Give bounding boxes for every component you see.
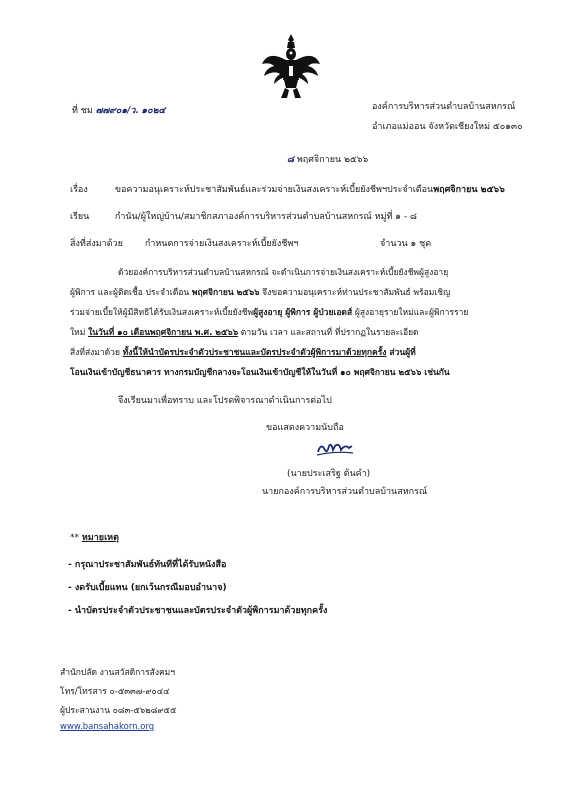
recipient-label: เรียน xyxy=(70,212,90,222)
signatory-position: นายกองค์การบริหารส่วนตำบลบ้านสหกรณ์ xyxy=(262,487,428,497)
signature-image xyxy=(315,438,355,460)
remarks-title xyxy=(70,530,119,544)
body-month-bold: พฤศจิกายน ๒๕๖๖ xyxy=(191,288,260,298)
date-month-year: พฤศจิกายน ๒๕๖๖ xyxy=(296,155,369,165)
subject-line xyxy=(70,182,505,196)
remarks-title-text: หมายเหตุ xyxy=(81,533,119,543)
enclosure-count: จำนวน ๑ ชุด xyxy=(380,239,432,249)
body-line-1: ด้วยองค์การบริหารส่วนตำบลบ้านสหกรณ์ จะดำเนินการจ่ายเงินสงเคราะห์เบี้ยยังชีพผู้สูงอายุ xyxy=(118,268,449,278)
body-text-bold: ส่วนผู้ที่ xyxy=(386,348,416,358)
footer-coordinator: ผู้ประสานงาน ๐๘๓-๕๖๒๘๙๕๕ xyxy=(60,706,177,716)
date-day-handwritten: ๘ xyxy=(287,155,294,165)
recipient-text: กำนัน/ผู้ใหญ่บ้าน/สมาชิกสภาองค์การบริหารส่วนตำบลบ้านสหกรณ์ หมู่ที่ ๑ - ๘ xyxy=(114,212,417,222)
closing-salutation: ขอแสดงความนับถือ xyxy=(266,423,344,433)
bring-id-notice: ทั้งนี้ให้นำบัตรประจำตัวประชาชนและบัตรประจำตัวผู้พิการมาด้วยทุกครั้ง xyxy=(122,348,387,358)
body-line-3 xyxy=(70,305,468,319)
footer-office: สำนักปลัด งานสวัสดิการสังคมฯ xyxy=(60,668,176,678)
ref-number-suffix: ๑๐๒๔ xyxy=(141,106,166,116)
recipient-line xyxy=(70,209,417,223)
remarks-asterisks: ** xyxy=(70,533,82,543)
footer-website-link[interactable]: www.bansahakorn.org xyxy=(60,722,155,732)
payment-date-bold: ในวันที่ ๑๐ เดือนพฤศจิกายน พ.ศ. ๒๕๖๖ xyxy=(88,328,239,338)
enclosure-text: กำหนดการจ่ายเงินสงเคราะห์เบี้ยยังชีพฯ xyxy=(144,239,299,249)
garuda-emblem-icon xyxy=(260,32,322,102)
reference-number xyxy=(72,103,165,117)
remark-item: - งดรับเบี้ยแทน (ยกเว้นกรณีมอบอำนาจ) xyxy=(68,583,227,593)
footer-phone: โทร/โทรสาร ๐-๕๓๓๗-๙๐๔๔ xyxy=(60,687,170,697)
body-line-5 xyxy=(70,345,416,359)
remark-item: - นำบัตรประจำตัวประชาชนและบัตรประจำตัวผู้พิการมาด้วยทุกครั้ง xyxy=(68,606,328,616)
enclosure-line xyxy=(70,236,298,250)
body-text: ผู้พิการ และผู้ติดเชื้อ ประจำเดือน xyxy=(70,288,192,298)
letter-date xyxy=(287,152,368,166)
subject-label: เรื่อง xyxy=(70,185,88,195)
body-text: สิ่งที่ส่งมาด้วย xyxy=(70,348,123,358)
subject-text: ขอความอนุเคราะห์ประชาสัมพันธ์และร่วมจ่ายเงินสงเคราะห์เบี้ยยังชีพฯประจำเดือน xyxy=(114,185,434,195)
closing-paragraph: จึงเรียนมาเพื่อทราบ และโปรดพิจารณาดำเนินการต่อไป xyxy=(118,396,332,406)
body-groups-bold: ผู้สูงอายุ ผู้พิการ ผู้ป่วยเอดส์ xyxy=(253,308,353,318)
ref-number-handwritten: ๗๗๙๐๑/ว. xyxy=(95,106,139,116)
enclosure-label: สิ่งที่ส่งมาด้วย xyxy=(70,239,123,249)
body-text: ใหม่ xyxy=(70,328,89,338)
remark-item: - กรุณาประชาสัมพันธ์ทันทีที่ได้รับหนังสือ xyxy=(68,560,227,570)
signatory-name: (นายประเสริฐ ต้นคำ) xyxy=(287,469,371,479)
body-text: จึงขอความอนุเคราะห์ท่านประชาสัมพันธ์ พร้อมเชิญ xyxy=(259,288,451,298)
org-address: อำเภอแม่ออน จังหวัดเชียงใหม่ ๕๐๑๓๐ xyxy=(372,122,523,132)
body-text: ร่วมจ่ายเบี้ยให้ผู้มีสิทธิได้รับเงินสงเคราะห์เบี้ยยังชีพ xyxy=(70,308,254,318)
body-text: ผู้สูงอายุรายใหม่และผู้พิการราย xyxy=(352,308,469,318)
org-name: องค์การบริหารส่วนตำบลบ้านสหกรณ์ xyxy=(372,102,516,112)
body-line-2 xyxy=(70,285,450,299)
body-text: ตามวัน เวลา และสถานที่ ที่ปรากฏในรายละเอียด xyxy=(238,328,419,338)
body-line-6: โอนเงินเข้าบัญชีธนาคาร ทางกรมบัญชีกลางจะโอนเงินเข้าบัญชีให้ในวันที่ ๑๐ พฤศจิกายน ๒๕๖๖ เช่นกัน xyxy=(70,368,450,378)
body-line-4 xyxy=(70,325,419,339)
ref-prefix: ที่ ชม xyxy=(72,106,93,116)
subject-month: พฤศจิกายน ๒๕๖๖ xyxy=(433,185,505,195)
